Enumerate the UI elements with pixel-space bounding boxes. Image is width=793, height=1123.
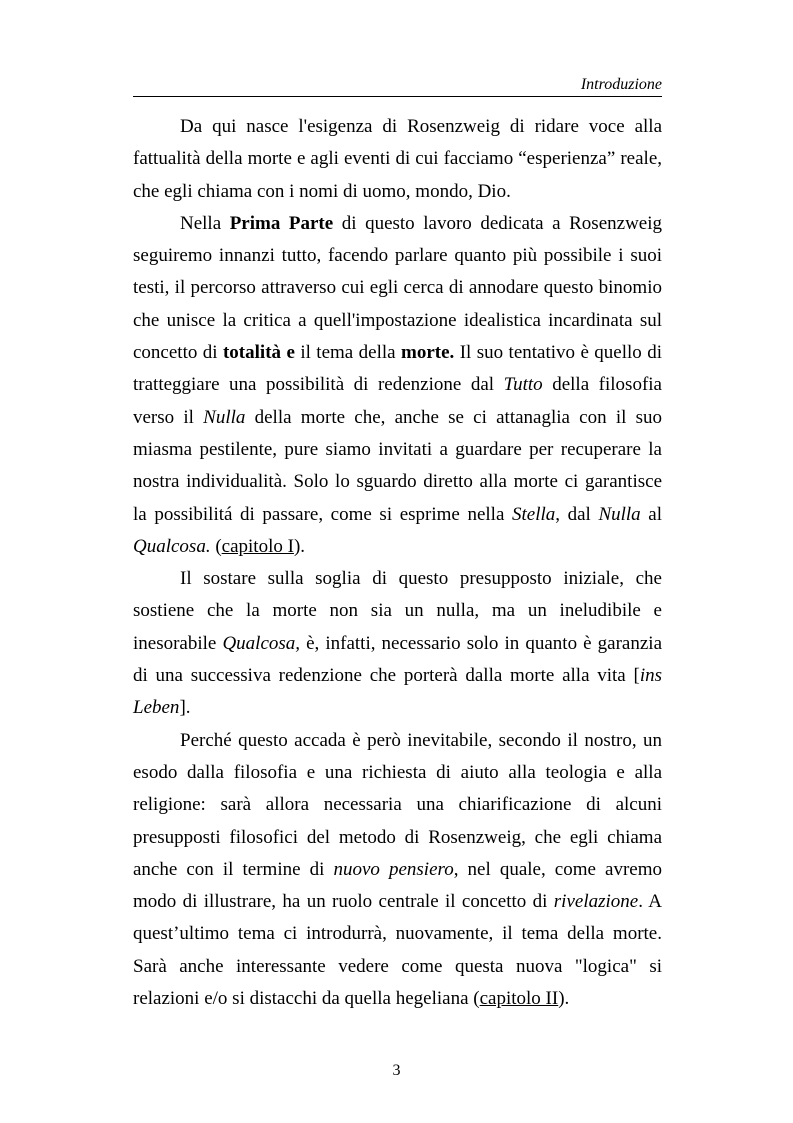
text-run: , nel quale, come avremo modo di illustrare, ha un ruolo centrale il concetto di <box>133 858 662 913</box>
bold-term: totalità e <box>222 342 295 364</box>
bold-term: Prima Parte <box>229 212 334 234</box>
text-run: Da qui nasce l'esigenza di Rosenzweig di ridare voce alla fattualità della morte e agli eventi di cui facciamo “esperienza” reale, che egli chiama con i nomi di uomo, mondo, Dio. <box>133 116 662 202</box>
italic-term: rivelazione <box>553 891 639 913</box>
text-run: è, infatti, necessario solo in quanto è garanzia di una successiva redenzione che porterà dalla morte alla vita [ <box>133 632 662 687</box>
paragraph <box>133 725 662 1016</box>
paragraph <box>133 563 662 724</box>
italic-term: Stella <box>511 503 556 525</box>
text-run: di questo lavoro dedicata a Rosenzweig seguiremo innanzi tutto, facendo parlare quanto più possibile i suoi testi, il percorso attraverso cui egli cerca di annodare questo binomio che unisce la critica a quell'impostazione idealistica incardinata sul concetto di <box>133 212 662 364</box>
italic-term: nuovo pensiero <box>333 858 454 880</box>
bold-term: morte. <box>401 342 455 364</box>
text-run: Nella <box>180 212 230 234</box>
text-run: . A quest’ultimo tema ci introdurrà, nuovamente, il tema della morte. Sarà anche interessante vedere come questa nuova "logica" si relazioni e/o si distacchi da quella hegeliana ( <box>133 891 662 1010</box>
text-run: Perché questo accada è però inevitabile, secondo il nostro, un esodo dalla filosofia e una richiesta di aiuto alla teologia e alla religione: sarà allora necessaria una chiarificazione di alcuni presupposti filosofici del metodo di Rosenzweig, che egli chiama anche con il termine di <box>133 729 662 880</box>
text-run: il tema della <box>294 342 401 364</box>
text-run: Il sostare sulla soglia di questo presupposto iniziale, che sostiene che la morte non sia un nulla, ma un ineludibile e inesorabile <box>133 568 662 654</box>
italic-term: Qualcosa. <box>133 535 211 557</box>
chapter-link[interactable]: capitolo I <box>221 535 294 557</box>
italic-term: Nulla <box>598 503 641 525</box>
page-number: 3 <box>392 1062 401 1079</box>
body-text <box>133 111 662 1015</box>
italic-term: Qualcosa, <box>222 632 301 654</box>
text-run: ( <box>210 535 222 557</box>
italic-term: ins Leben <box>133 665 662 719</box>
running-header <box>133 74 662 97</box>
text-run: al <box>640 503 662 525</box>
text-run: ]. <box>179 697 191 719</box>
paragraph <box>133 208 662 563</box>
text-run: Il suo tentativo è quello di tratteggiare una possibilità di redenzione dal <box>133 342 663 396</box>
text-run: della morte che, anche se ci attanaglia con il suo miasma pestilente, pure siamo invitati a guardare per recuperare la nostra individualità. Solo lo sguardo diretto alla morte ci garantisce la possibilitá di passare, come si esprime nella <box>133 406 662 525</box>
text-run: , dal <box>555 503 599 525</box>
paragraph <box>133 111 662 208</box>
italic-term: Tutto <box>503 374 543 396</box>
chapter-link[interactable]: capitolo II <box>479 988 559 1010</box>
text-run: ). <box>558 988 570 1010</box>
header-title: Introduzione <box>580 76 662 93</box>
text-run: ). <box>293 535 306 557</box>
text-run: della filosofia verso il <box>133 374 662 428</box>
italic-term: Nulla <box>203 406 246 428</box>
